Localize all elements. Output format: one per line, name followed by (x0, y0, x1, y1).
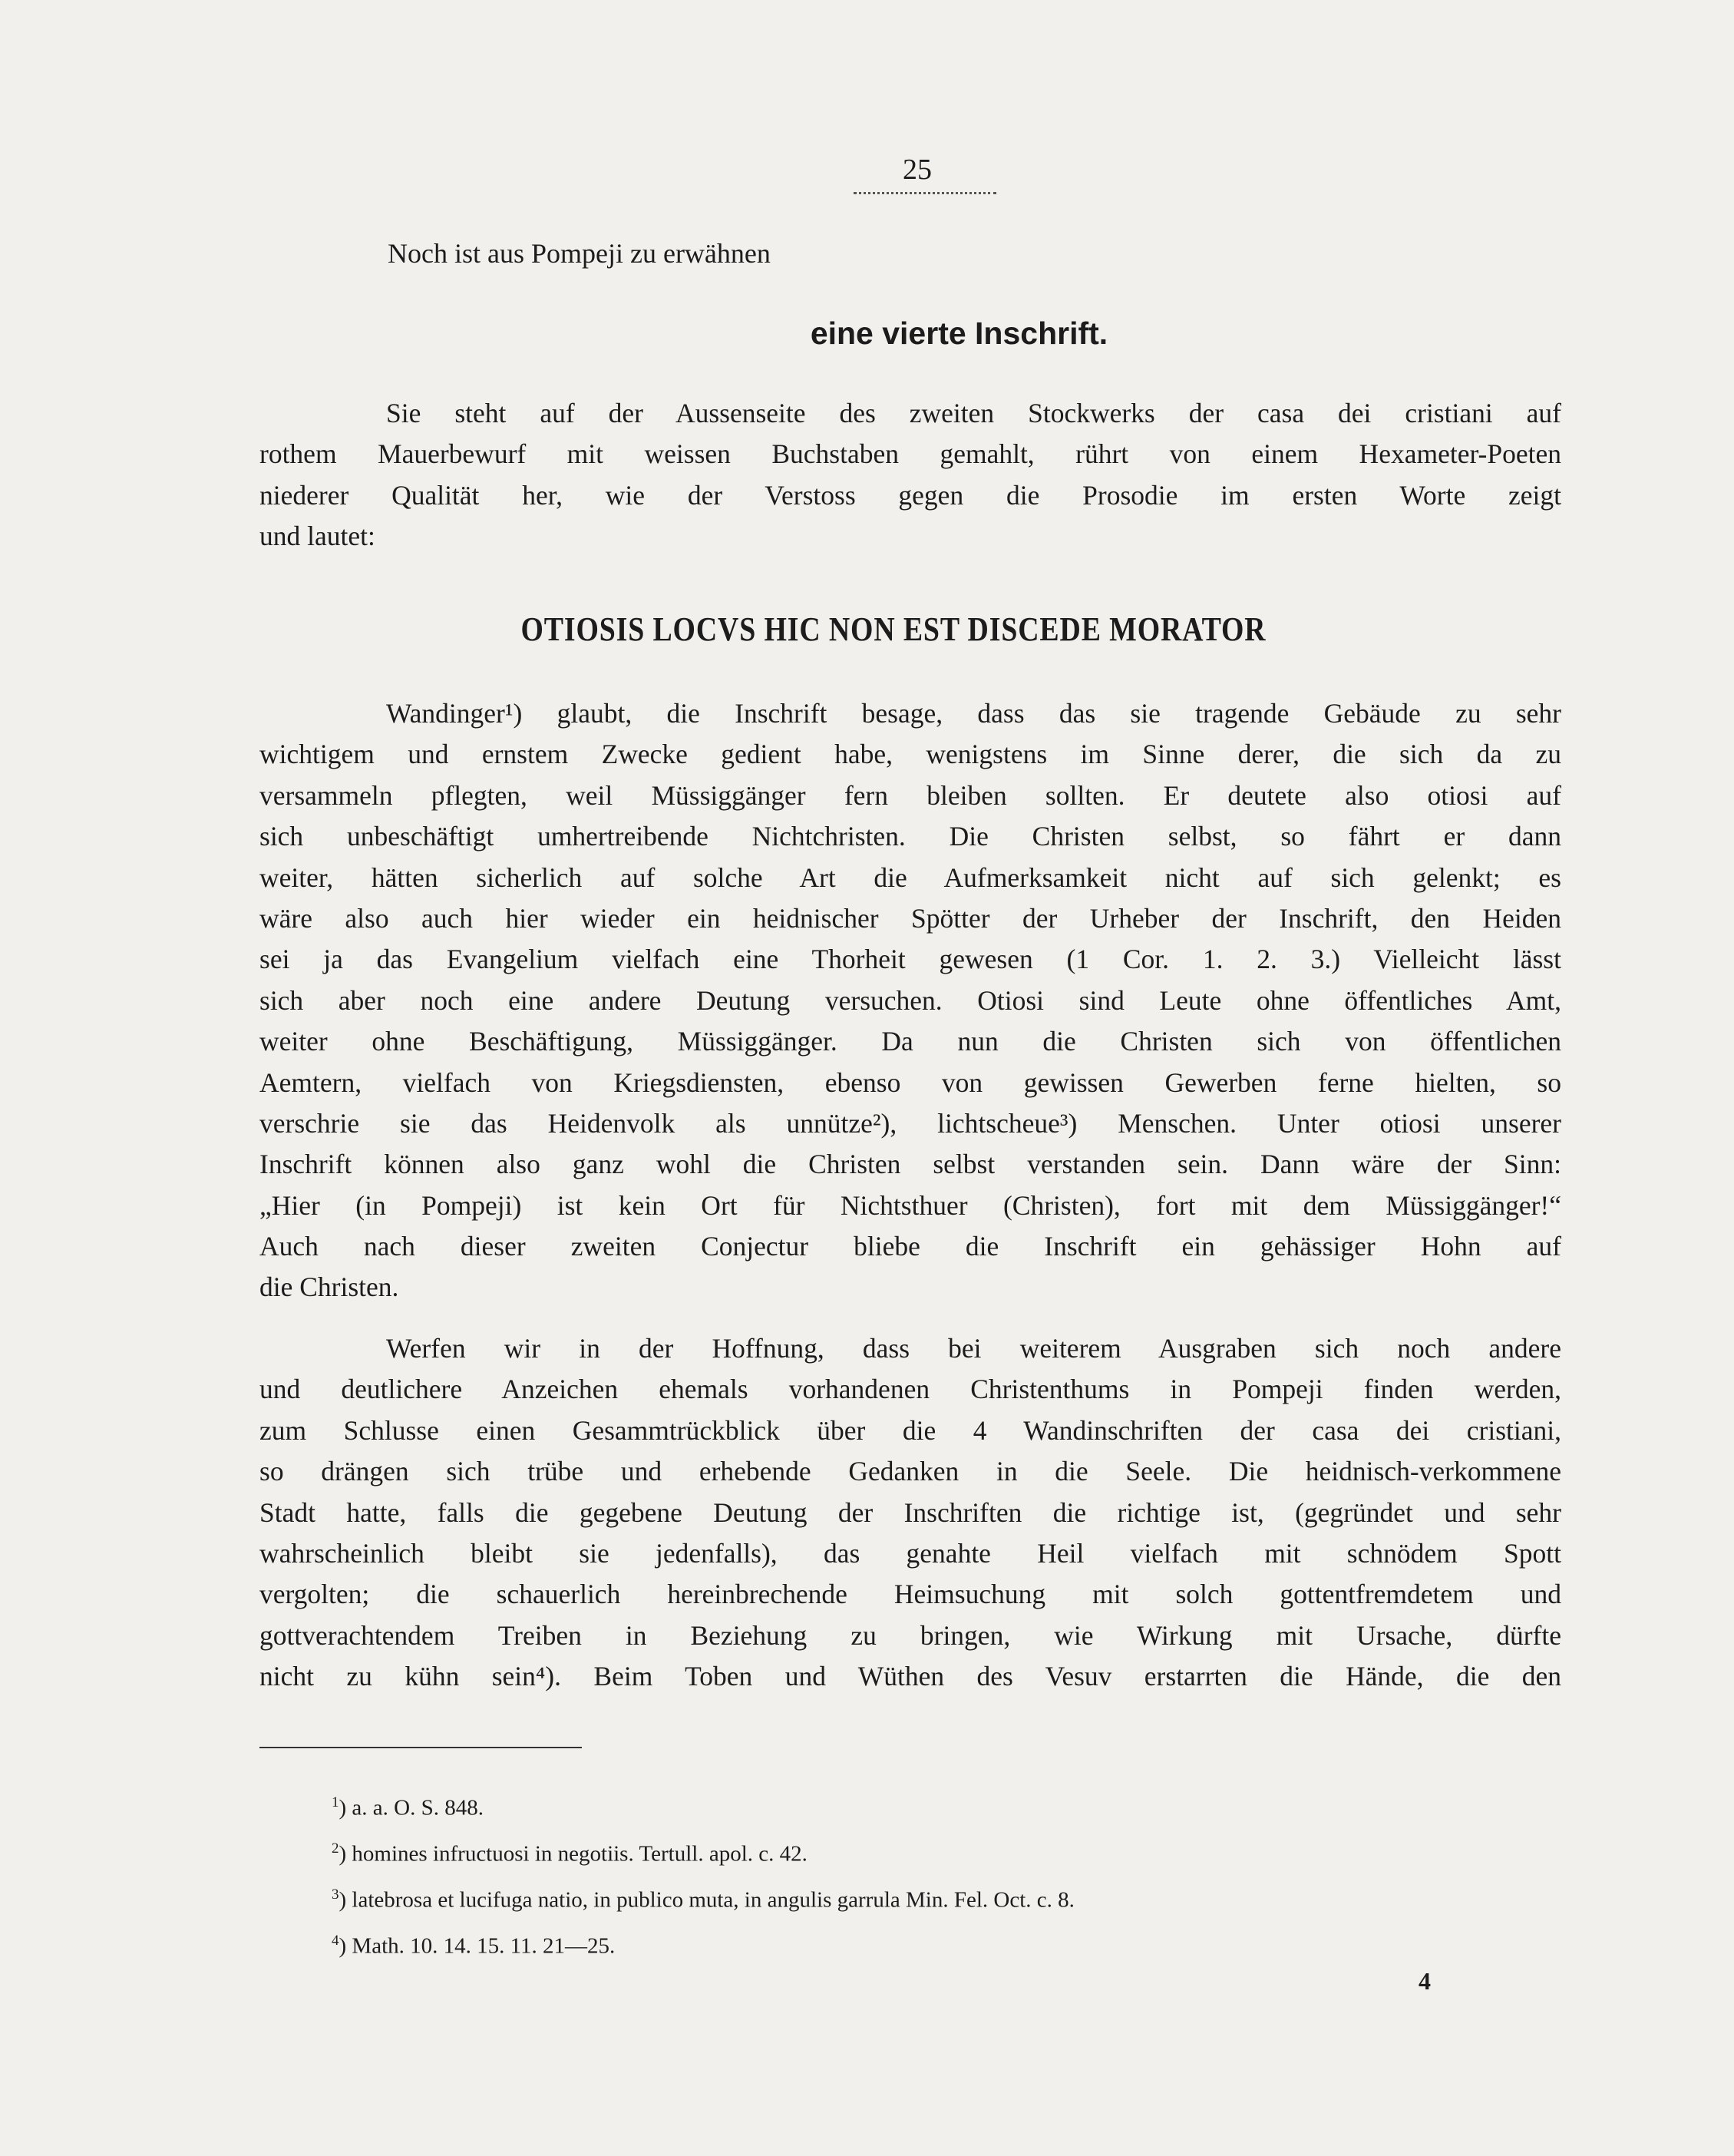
paragraph-line: verschrie sie das Heidenvolk als unnütze²), lichtscheue³) Menschen. Unter otiosi unserer (259, 1107, 1561, 1139)
page-number-rule (854, 192, 996, 194)
paragraph-line: wahrscheinlich bleibt sie jedenfalls), das genahte Heil vielfach mit schnödem Spott (259, 1537, 1561, 1569)
paragraph-line: niederer Qualität her, wie der Verstoss gegen die Prosodie im ersten Worte zeigt (259, 479, 1561, 511)
inscription-text: OTIOSIS LOCVS HIC NON EST DISCEDE MORATOR (520, 610, 1267, 648)
footnotes (332, 1780, 1560, 1964)
paragraph-line: versammeln pflegten, weil Müssiggänger fern bleiben sollten. Er deutete also otiosi auf (259, 779, 1561, 811)
paragraph-line: nicht zu kühn sein⁴). Beim Toben und Wüthen des Vesuv erstarrten die Hände, die den (259, 1661, 1561, 1692)
paragraph-line: Inschrift können also ganz wohl die Christen selbst verstanden sein. Dann wäre der Sinn: (259, 1149, 1561, 1180)
footnote-separator (259, 1747, 582, 1748)
section-heading: eine vierte Inschrift. (810, 316, 1108, 351)
intro-line: Noch ist aus Pompeji zu erwähnen (388, 238, 771, 269)
footnote-text: latebrosa et lucifuga natio, in publico muta, in angulis garrula Min. Fel. Oct. c. 8. (352, 1887, 1075, 1913)
paragraph-line: Werfen wir in der Hoffnung, dass bei weiterem Ausgraben sich noch andere (386, 1333, 1561, 1364)
paragraph-line: die Christen. (259, 1271, 399, 1303)
paragraph-line: „Hier (in Pompeji) ist kein Ort für Nichtsthuer (Christen), fort mit dem Müssiggänger!“ (259, 1189, 1561, 1221)
paragraph-line: gottverachtendem Treiben in Beziehung zu bringen, wie Wirkung mit Ursache, dürfte (259, 1619, 1561, 1651)
footnote-marker: 4 (332, 1933, 339, 1949)
paragraph-3 (259, 1328, 1561, 1698)
footnote-text: Math. 10. 14. 15. 11. 21—25. (352, 1933, 616, 1959)
footnote: $^3$) latebrosa et lucifuga natio, in publico muta, in angulis garrula Min. Fel. Oct. c. 8. (332, 1886, 1075, 1913)
paragraph-line: und deutlichere Anzeichen ehemals vorhandenen Christenthums in Pompeji finden werden, (259, 1374, 1561, 1405)
paragraph-line: wäre also auch hier wieder ein heidnischer Spötter der Urheber der Inschrift, den Heiden (259, 902, 1561, 934)
paragraph-line: Auch nach dieser zweiten Conjectur bliebe die Inschrift ein gehässiger Hohn auf (259, 1231, 1561, 1262)
paragraph-line: zum Schlusse einen Gesammtrückblick über die 4 Wandinschriften der casa dei cristiani, (259, 1414, 1561, 1446)
paragraph-2 (259, 693, 1561, 1308)
paragraph-1 (259, 393, 1561, 557)
footnote: $^4$) Math. 10. 14. 15. 11. 21—25. (332, 1933, 616, 1959)
paragraph-line: weiter, hätten sicherlich auf solche Art die Aufmerksamkeit nicht auf sich gelenkt; es (259, 861, 1561, 893)
paragraph-line: Wandinger¹) glaubt, die Inschrift besage, dass das sie tragende Gebäude zu sehr (386, 698, 1561, 729)
paragraph-line: Aemtern, vielfach von Kriegsdiensten, ebenso von gewissen Gewerben ferne hielten, so (259, 1066, 1561, 1098)
footnote-marker: 3 (332, 1886, 339, 1903)
paragraph-line: wichtigem und ernstem Zwecke gedient habe, wenigstens im Sinne derer, die sich da zu (259, 739, 1561, 770)
signature-mark: 4 (1419, 1967, 1431, 1995)
paragraph-line: Stadt hatte, falls die gegebene Deutung der Inschriften die richtige ist, (gegründet und sehr (259, 1496, 1561, 1528)
footnote-marker: 2 (332, 1840, 339, 1857)
paragraph-line: Sie steht auf der Aussenseite des zweiten Stockwerks der casa dei cristiani auf (386, 398, 1561, 428)
footnote-text: a. a. O. S. 848. (352, 1795, 484, 1820)
paragraph-line: rothem Mauerbewurf mit weissen Buchstaben gemahlt, rührt von einem Hexameter-Poeten (259, 438, 1561, 470)
footnote: $^2$) homines infructuosi in negotiis. Tertull. apol. c. 42. (332, 1840, 808, 1867)
footnote-text: homines infructuosi in negotiis. Tertull. apol. c. 42. (352, 1841, 808, 1867)
paragraph-line: weiter ohne Beschäftigung, Müssiggänger. Da nun die Christen sich von öffentlichen (259, 1026, 1561, 1057)
paragraph-line: so drängen sich trübe und erhebende Gedanken in die Seele. Die heidnisch-verkommene (259, 1456, 1561, 1487)
paragraph-line: vergolten; die schauerlich hereinbrechende Heimsuchung mit solch gottentfremdetem und (259, 1579, 1561, 1610)
footnote: $^1$) a. a. O. S. 848. (332, 1794, 484, 1820)
paragraph-line: und lautet: (259, 521, 375, 552)
paragraph-line: sich unbeschäftigt umhertreibende Nichtchristen. Die Christen selbst, so fährt er dann (259, 821, 1561, 852)
paragraph-line: sich aber noch eine andere Deutung versuchen. Otiosi sind Leute ohne öffentliches Amt, (259, 984, 1561, 1016)
page-number: 25 (903, 154, 932, 186)
paragraph-line: sei ja das Evangelium vielfach eine Thorheit gewesen (1 Cor. 1. 2. 3.) Vielleicht lässt (259, 944, 1561, 975)
footnote-marker: 1 (332, 1794, 339, 1810)
